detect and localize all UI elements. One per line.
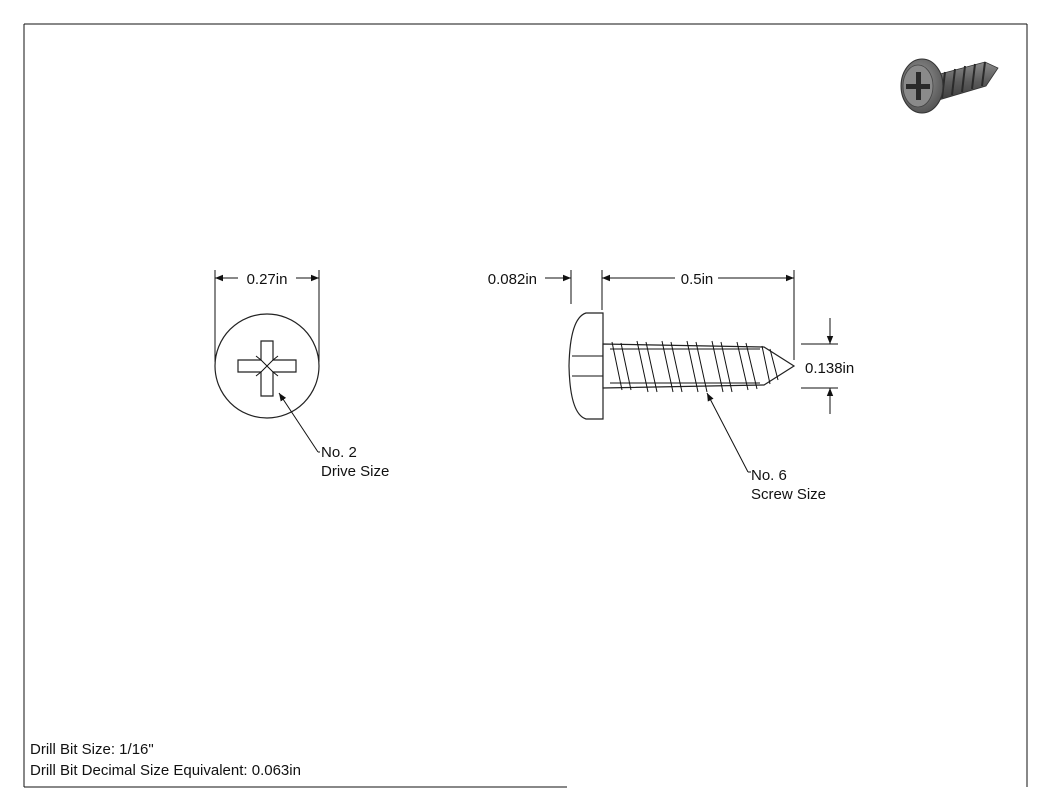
- screw-leader: [707, 393, 748, 472]
- footer-notes: [30, 741, 301, 779]
- drill-bit-decimal: Drill Bit Decimal Size Equivalent: 0.063in: [30, 762, 301, 779]
- screw-note-line1: No. 6: [751, 467, 787, 484]
- screw-note-line2: Screw Size: [751, 486, 827, 503]
- drive-note-line2: Drive Size: [321, 463, 390, 480]
- drive-note-line1: No. 2: [321, 444, 357, 461]
- length-label: 0.5in: [680, 271, 714, 288]
- head-height-label: 0.082in: [487, 271, 537, 288]
- drill-bit-size: Drill Bit Size: 1/16": [30, 741, 154, 758]
- screw-shaft: [603, 344, 794, 388]
- head-diameter-label: 0.27in: [246, 271, 288, 288]
- side-view: [488, 270, 854, 503]
- screw-head-side: [569, 313, 603, 419]
- thread-diameter-label: 0.138in: [805, 360, 855, 377]
- screw-isometric-icon: [901, 59, 998, 113]
- front-view: [215, 270, 389, 480]
- sheet-border: [24, 24, 1027, 787]
